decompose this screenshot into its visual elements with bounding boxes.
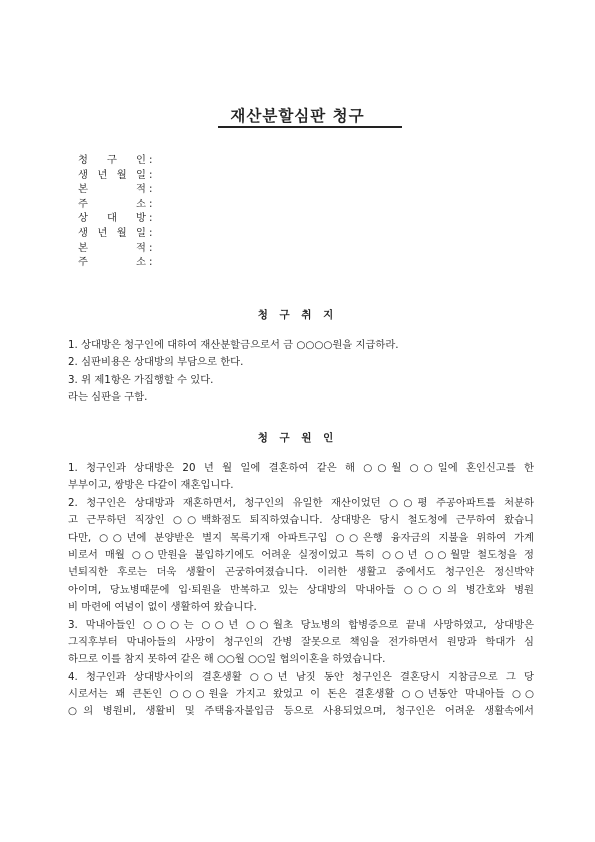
party-info-value: : bbox=[149, 212, 153, 225]
party-info-block bbox=[78, 153, 152, 270]
purpose-heading: 청 구 취 지 bbox=[257, 309, 338, 321]
party-info-label: 생 년 월 일 bbox=[78, 226, 146, 239]
party-info-row bbox=[78, 182, 152, 197]
cause-heading: 청 구 원 인 bbox=[257, 432, 338, 444]
party-info-row bbox=[78, 168, 152, 183]
purpose-list bbox=[68, 337, 534, 407]
cause-line: 비로서 매월 ○○만원을 불입하기에도 어려운 실정이었고 특히 ○○년 ○○월말 철도청을 정 bbox=[68, 548, 534, 561]
party-info-row bbox=[78, 153, 152, 168]
cause-line: 2. 청구인은 상대방과 재혼하면서, 청구인의 유일한 재산이었던 ○○평 주공아파트를 처분하 bbox=[68, 496, 534, 509]
party-info-value: : bbox=[149, 256, 153, 269]
cause-line: 고 근무하던 직장인 ○○백화점도 퇴직하였습니다. 상대방은 당시 철도청에 근무하여 왔습니 bbox=[68, 514, 534, 527]
purpose-line: 3. 위 제1항은 가집행할 수 있다. bbox=[68, 373, 214, 386]
cause-line: 하므로 이를 참지 못하여 같은 해 ○○월 ○○일 협의이혼을 하였습니다. bbox=[68, 653, 386, 666]
party-info-value: : bbox=[149, 226, 153, 239]
cause-line: 년퇴직한 후로는 더욱 생활이 곤궁하여졌습니다. 이러한 생활고 중에서도 청구인은 정신박약 bbox=[68, 566, 534, 579]
party-info-value: : bbox=[149, 154, 153, 166]
purpose-line: 라는 심판을 구함. bbox=[68, 391, 148, 404]
party-info-label: 생 년 월 일 bbox=[78, 168, 146, 181]
cause-line: 시로서는 꽤 큰돈인 ○○○원을 가지고 왔었고 이 돈은 결혼생활 ○○년동안 막내아들 ○○ bbox=[68, 688, 534, 701]
cause-line: ○의 병원비, 생활비 및 주택융자불입금 등으로 사용되었으며, 청구인은 어려운 생활속에서 bbox=[68, 705, 534, 718]
party-info-label: 상 대 방 bbox=[78, 212, 146, 225]
party-info-label: 주 소 bbox=[78, 256, 146, 269]
cause-line: 1. 청구인과 상대방은 20 년 월 일에 결혼하여 같은 해 ○○월 ○○일에 혼인신고를 한 bbox=[68, 462, 534, 474]
party-info-label: 본 적 bbox=[78, 241, 146, 254]
party-info-value: : bbox=[149, 183, 153, 196]
party-info-row bbox=[78, 197, 152, 212]
purpose-line: 1. 상대방은 청구인에 대하여 재산분할금으로서 금 ○○○○원을 지급하라. bbox=[68, 339, 399, 351]
cause-line: 그직후부터 막내아들의 사망이 청구인의 간병 잘못으로 책임을 전가하면서 원망과 학대가 심 bbox=[68, 635, 534, 648]
cause-line: 아이며, 당뇨병때문에 입·퇴원을 반복하고 있는 상대방의 막내아들 ○○○의 병간호와 병원 bbox=[68, 583, 534, 596]
party-info-label: 본 적 bbox=[78, 183, 146, 196]
party-info-value: : bbox=[149, 168, 153, 181]
party-info-row bbox=[78, 211, 152, 226]
cause-line: 부부이고, 쌍방은 다같이 재혼입니다. bbox=[68, 479, 234, 492]
title-underline bbox=[218, 126, 402, 128]
party-info-row bbox=[78, 241, 152, 256]
party-info-row bbox=[78, 255, 152, 270]
purpose-line: 2. 심판비용은 상대방의 부담으로 한다. bbox=[68, 356, 244, 369]
party-info-value: : bbox=[149, 197, 153, 210]
party-info-label: 주 소 bbox=[78, 197, 146, 210]
cause-line: 다만, ○○년에 분양받은 별지 목록기재 아파트구입 ○○은행 융자금의 지불을 위하여 가계 bbox=[68, 531, 534, 544]
cause-line: 4. 청구인과 상대방사이의 결혼생활 ○○년 남짓 동안 청구인은 결혼당시 지참금으로 그 당 bbox=[68, 670, 534, 683]
party-info-label: 청 구 인 bbox=[78, 154, 146, 166]
document-title: 재산분할심판 청구 bbox=[230, 107, 365, 125]
party-info-value: : bbox=[149, 241, 153, 254]
cause-line: 비 마련에 여념이 없이 생활하여 왔습니다. bbox=[68, 601, 257, 614]
cause-line: 3. 막내아들인 ○○○는 ○○년 ○○월초 당뇨병의 합병증으로 끝내 사망하였고, 상대방은 bbox=[68, 618, 534, 631]
cause-body bbox=[68, 460, 534, 721]
party-info-row bbox=[78, 226, 152, 241]
